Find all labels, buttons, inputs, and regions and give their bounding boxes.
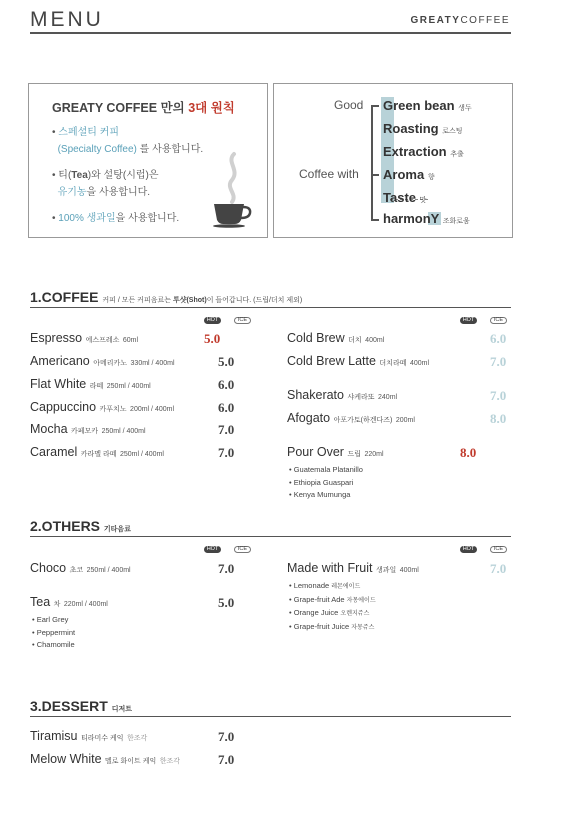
fruit-options [289,580,376,634]
menu-item: Cold Brew Latte 더치라떼 400ml [287,354,430,368]
word-harmony: harmonY 조화로움 [383,211,470,226]
price-hot: 5.0 [218,595,235,610]
list-item: • Grape-fruit Ade 자몽에이드 [289,594,376,604]
ice-badge: ICE [490,546,507,553]
dessert-divider [30,716,511,717]
others-section-title: 2.OTHERS 기타음료 [30,518,131,534]
hot-badge: HOT [460,546,477,553]
word-roasting: Roasting 로스팅 [383,121,463,136]
list-item: • Lemonade 레몬에이드 [289,581,361,590]
dessert-section-title: 3.DESSERT 디저트 [30,698,132,714]
list-item: • Peppermint [32,627,76,637]
others-divider [30,536,511,537]
menu-item: Pour Over 드립 220ml [287,445,384,459]
menu-item: Cold Brew 더치 400ml [287,331,385,345]
ice-badge: ICE [234,317,251,324]
menu-item: Americano 아메리카노 330ml / 400ml [30,354,175,368]
price-hot: 7.0 [218,752,235,767]
header-divider [30,32,511,34]
menu-item: Cappuccino 카푸치노 200ml / 400ml [30,400,175,414]
list-item: • Ethiopia Guaspari [289,477,354,487]
good-label: Good [334,98,364,112]
principle-3: • 100% 생과일을 사용합니다. [52,213,180,224]
hot-badge: HOT [460,317,477,324]
price-hot: 8.0 [460,445,477,460]
ice-badge: ICE [490,317,507,324]
menu-item: Shakerato 샤케라또 240ml [287,388,398,402]
price-hot: 6.0 [218,377,235,392]
word-taste: Taste 맛 [383,190,427,205]
menu-item: Made with Fruit 생과일 400ml [287,561,419,575]
ice-badge: ICE [234,546,251,553]
brand-logo: GREATYCOFFEE [410,15,510,26]
menu-item: Mocha 카페모카 250ml / 400ml [30,422,146,436]
word-extraction: Extraction 추출 [383,144,464,159]
list-item: • Grape-fruit Juice 자몽쥬스 [289,621,375,631]
price-ice: 7.0 [490,561,507,576]
menu-item: Afogato 아포가토(하겐다즈) 200ml [287,411,415,425]
principles-title: GREATY COFFEE 만의 3대 원칙 [52,101,235,115]
coffee-divider [30,307,511,308]
principle-1: • 스페셜티 커피 (Specialty Coffee) 를 사용합니다. [52,127,204,155]
menu-item: Tiramisu 티라미수 케익 한조각 [30,729,148,743]
word-green-bean: Green bean 생두 [383,98,472,113]
bracket-line [371,105,373,220]
coffee-with-label: Coffee with [299,167,359,181]
hot-badge: HOT [204,546,221,553]
coffee-cup-icon [208,150,254,228]
menu-item: Caramel 카라멜 라떼 250ml / 400ml [30,445,164,459]
price-ice: 8.0 [490,411,507,426]
price-hot: 7.0 [218,561,235,576]
menu-item: Tea 차 220ml / 400ml [30,595,108,609]
list-item: • Orange Juice 오렌지쥬스 [289,608,370,617]
price-ice: 7.0 [490,354,507,369]
list-item: • Guatemala Platanillo [289,465,363,474]
price-hot: 7.0 [218,422,235,437]
menu-item: Melow White 멜로 화이트 케익 한조각 [30,752,181,766]
menu-item: Espresso 에스프레소 60ml [30,331,139,345]
price-hot: 7.0 [218,729,235,744]
price-hot: 5.0 [218,354,235,369]
price-hot: 7.0 [218,445,235,460]
hot-badge: HOT [204,317,221,324]
pour-over-options [289,464,363,502]
price-hot: 6.0 [218,400,235,415]
principle-2: • 티(Tea)와 설탕(시럽)은 유기농을 사용합니다. [52,170,159,198]
list-item: • Kenya Mumunga [289,490,351,499]
menu-item: Flat White 라떼 250ml / 400ml [30,377,151,391]
tea-options [32,614,75,652]
menu-item: Choco 초코 250ml / 400ml [30,561,131,575]
price-ice: 6.0 [490,331,507,346]
list-item: • Chamomile [32,640,75,649]
coffee-section-title: 1.COFFEE 커피 / 모든 커피음료는 투샷(Shot)이 들어갑니다. (드립/더치 제외) [30,289,303,305]
word-aroma: Aroma 향 [383,167,435,182]
price-hot: 5.0 [204,331,221,346]
menu-title: MENU [30,8,104,31]
price-ice: 7.0 [490,388,507,403]
list-item: • Earl Grey [32,615,69,624]
